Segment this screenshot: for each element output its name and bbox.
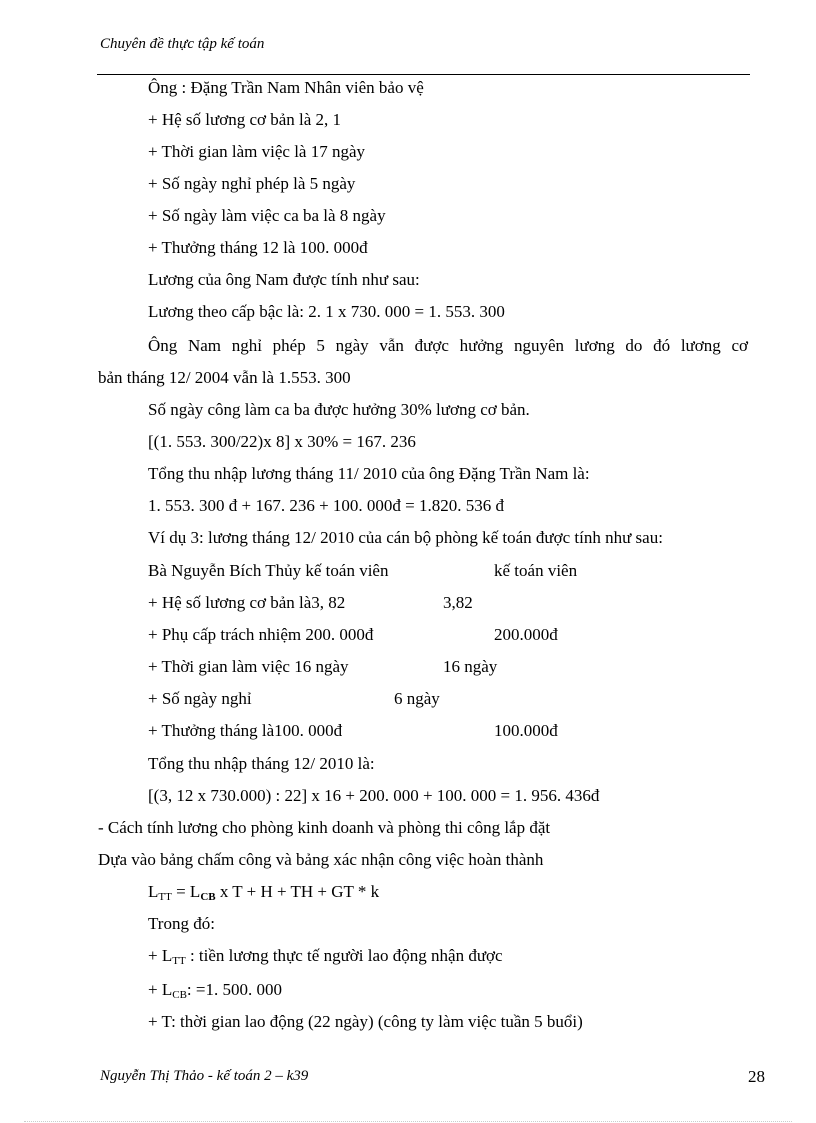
table-row-value: 6 ngày	[394, 689, 440, 708]
text-line: + Thưởng tháng 12 là 100. 000đ	[148, 238, 368, 257]
page-bottom-rule	[24, 1121, 792, 1122]
table-row-value: 3,82	[443, 593, 473, 612]
page-number: 28	[748, 1067, 765, 1086]
table-row-value: 100.000đ	[494, 721, 558, 740]
text-line: Số ngày công làm ca ba được hưởng 30% lương cơ bản.	[148, 400, 530, 419]
text-line: Ví dụ 3: lương tháng 12/ 2010 của cán bộ phòng kế toán được tính như sau:	[148, 528, 663, 547]
text-line: bản tháng 12/ 2004 vẫn là 1.553. 300	[98, 368, 351, 387]
definition-t: + T: thời gian lao động (22 ngày) (công ty làm việc tuần 5 buổi)	[148, 1012, 583, 1031]
text-line: + Thời gian làm việc là 17 ngày	[148, 142, 366, 161]
text-line: Tổng thu nhập tháng 12/ 2010 là:	[148, 754, 375, 773]
page-header-title: Chuyên đề thực tập kế toán	[100, 36, 265, 52]
text-line: Ông Nam nghỉ phép 5 ngày vẫn được hưởng nguyên lương do đó lương cơ	[148, 336, 748, 355]
definition-lcb: + $L_{CB}$: =1. 500. 000	[148, 980, 282, 1001]
text-line: 1. 553. 300 đ + 167. 236 + 100. 000đ = 1.820. 536 đ	[148, 496, 505, 515]
footer-author: Nguyễn Thị Thảo - kế toán 2 – k39	[100, 1068, 309, 1084]
text-line: Trong đó:	[148, 914, 215, 933]
text-line: + Số ngày nghỉ phép là 5 ngày	[148, 174, 356, 193]
formula: $L_{TT} = L_{CB}$ x T + H + TH + GT * k	[148, 882, 380, 903]
text-line: Lương của ông Nam được tính như sau:	[148, 270, 420, 289]
text-line: + Hệ số lương cơ bản là 2, 1	[148, 110, 342, 129]
table-row: + Thưởng tháng là100. 000đ	[148, 721, 343, 740]
text-line: + Số ngày làm việc ca ba là 8 ngày	[148, 206, 386, 225]
table-row-value: kế toán viên	[494, 561, 578, 580]
table-row: + Thời gian làm việc 16 ngày	[148, 657, 349, 676]
table-row: Bà Nguyễn Bích Thủy kế toán viên	[148, 561, 389, 580]
text-line: Lương theo cấp bậc là: 2. 1 x 730. 000 = 1. 553. 300	[148, 302, 505, 321]
table-row: + Hệ số lương cơ bản là3, 82	[148, 593, 346, 612]
text-line: Ông : Đặng Trần Nam Nhân viên bảo vệ	[148, 78, 424, 97]
section-heading: - Cách tính lương cho phòng kinh doanh và phòng thi công lắp đặt	[98, 818, 551, 837]
table-row-value: 200.000đ	[494, 625, 558, 644]
table-row: + Phụ cấp trách nhiệm 200. 000đ	[148, 625, 374, 644]
text-line: Dựa vào bảng chấm công và bảng xác nhận công việc hoàn thành	[98, 850, 544, 869]
table-row: + Số ngày nghỉ	[148, 689, 252, 708]
text-line: [(1. 553. 300/22)x 8] x 30% = 167. 236	[148, 432, 416, 451]
header-rule	[97, 74, 750, 75]
text-line: [(3, 12 x 730.000) : 22] x 16 + 200. 000 + 100. 000 = 1. 956. 436đ	[148, 786, 600, 805]
table-row-value: 16 ngày	[443, 657, 498, 676]
text-line: Tổng thu nhập lương tháng 11/ 2010 của ông Đặng Trần Nam là:	[148, 464, 590, 483]
definition-ltt: + $L_{TT}$ : tiền lương thực tế người lao động nhận được	[148, 946, 503, 967]
